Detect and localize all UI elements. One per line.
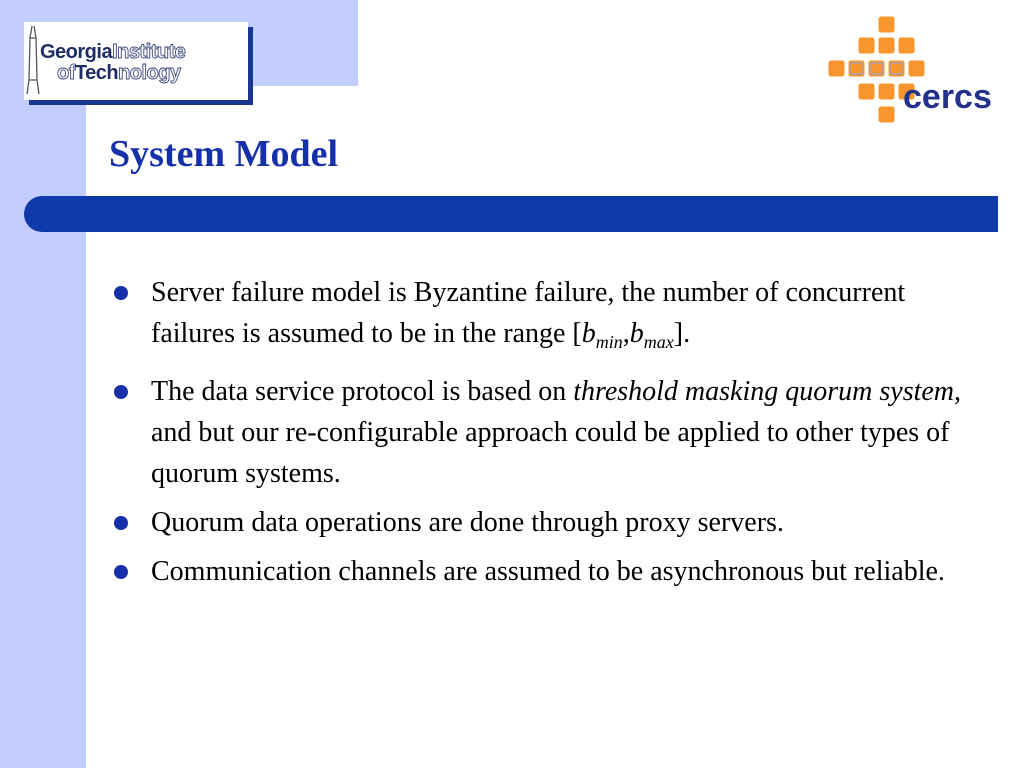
bullet-item-proxy-servers xyxy=(112,502,992,543)
bullet-item-communication-channels xyxy=(112,551,992,592)
gt-logo-institute: Institute xyxy=(112,41,186,63)
gt-logo-nology: nology xyxy=(118,62,181,84)
math-var-b: b xyxy=(581,318,596,349)
cercs-logo xyxy=(826,16,1001,136)
slide-title: System Model xyxy=(109,133,339,175)
georgia-tech-logo xyxy=(24,22,248,100)
bullet-list xyxy=(112,272,992,600)
gt-logo-of: of xyxy=(57,62,75,84)
math-subscript-max: max xyxy=(643,332,674,352)
bullet-dot-icon xyxy=(114,565,128,579)
bullet-text: Communication channels are assumed to be asynchronous but reliable. xyxy=(151,556,945,587)
title-divider-bar xyxy=(24,196,998,232)
gt-logo-line-2 xyxy=(57,62,181,84)
tower-logo-icon xyxy=(25,24,41,96)
cercs-logo-text: cercs xyxy=(903,78,992,116)
gt-logo-line-1 xyxy=(40,41,185,63)
gt-logo-georgia: Georgia xyxy=(40,41,113,63)
bullet-text-end: and but our re-configurable approach could be applied to other types of quorum systems. xyxy=(151,417,950,489)
bullet-dot-icon xyxy=(114,286,128,300)
math-separator: , xyxy=(622,318,630,349)
bullet-dot-icon xyxy=(114,385,128,399)
math-subscript-min: min xyxy=(595,332,623,352)
bullet-emphasis: threshold masking quorum system, xyxy=(573,376,962,407)
bullet-item-data-service-protocol xyxy=(112,371,992,494)
bullet-text: The data service protocol is based on xyxy=(151,376,574,407)
bullet-dot-icon xyxy=(114,516,128,530)
bullet-text-end: ]. xyxy=(673,318,691,349)
left-accent-strip xyxy=(0,0,86,768)
bullet-text: Server failure model is Byzantine failure, the number of concurrent failures is assumed to be in the range [ xyxy=(151,277,906,349)
bullet-item-server-failure xyxy=(112,272,992,363)
gt-logo-tech: Tech xyxy=(74,62,119,84)
math-var-b: b xyxy=(629,318,644,349)
bullet-text: Quorum data operations are done through proxy servers. xyxy=(151,507,784,538)
